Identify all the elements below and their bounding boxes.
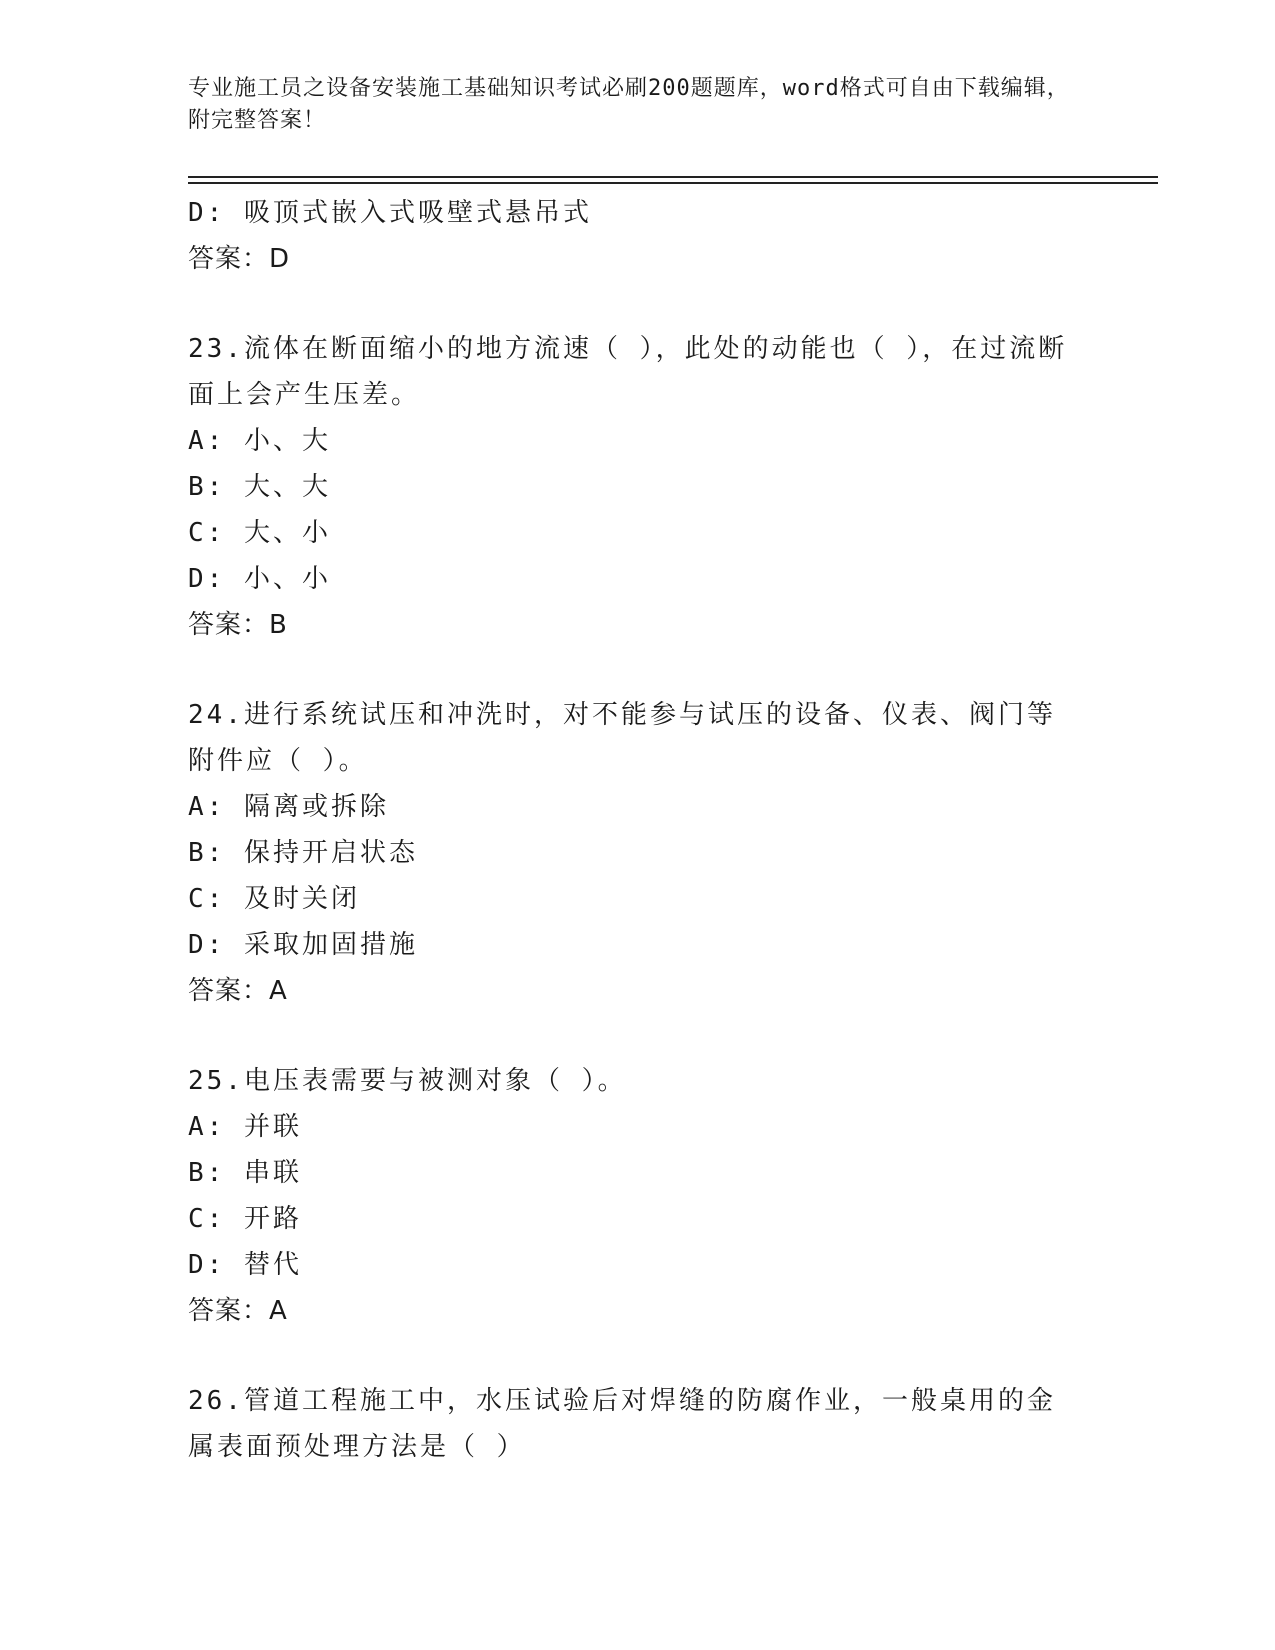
question-text: 23.流体在断面缩小的地方流速（ ），此处的动能也（ ），在过流断面上会产生压差。 [188,334,1068,410]
option-d: D: 替代 [188,1250,302,1280]
answer-line: 答案：B [188,610,288,640]
option-b: B: 大、大 [188,472,331,502]
header-rule-top [188,176,1158,178]
answer-line: 答案：D [188,244,291,274]
option-c: C: 及时关闭 [188,884,360,914]
option-d: D: 吸顶式嵌入式吸壁式悬吊式 [188,198,592,228]
question-list [188,190,1088,1470]
question-23 [188,326,1088,648]
header-rule-bottom [188,182,1158,184]
option-c: C: 大、小 [188,518,331,548]
question-text: 24.进行系统试压和冲洗时，对不能参与试压的设备、仪表、阀门等附件应（ ）。 [188,700,1056,776]
option-a: A: 并联 [188,1112,302,1142]
option-b: B: 保持开启状态 [188,838,418,868]
question-text: 25.电压表需要与被测对象（ ）。 [188,1066,627,1096]
question-text: 26.管道工程施工中，水压试验后对焊缝的防腐作业，一般桌用的金属表面预处理方法是（ ） [188,1386,1056,1462]
answer-line: 答案：A [188,1296,288,1326]
question-24 [188,692,1088,1014]
option-a: A: 小、大 [188,426,331,456]
option-c: C: 开路 [188,1204,302,1234]
option-b: B: 串联 [188,1158,302,1188]
answer-line: 答案：A [188,976,288,1006]
question-25 [188,1058,1088,1334]
option-a: A: 隔离或拆除 [188,792,389,822]
document-header: 专业施工员之设备安装施工基础知识考试必刷200题题库，word格式可自由下载编辑，附完整答案！ [188,76,1070,133]
option-d: D: 小、小 [188,564,331,594]
option-d: D: 采取加固措施 [188,930,418,960]
question-26 [188,1378,1088,1470]
